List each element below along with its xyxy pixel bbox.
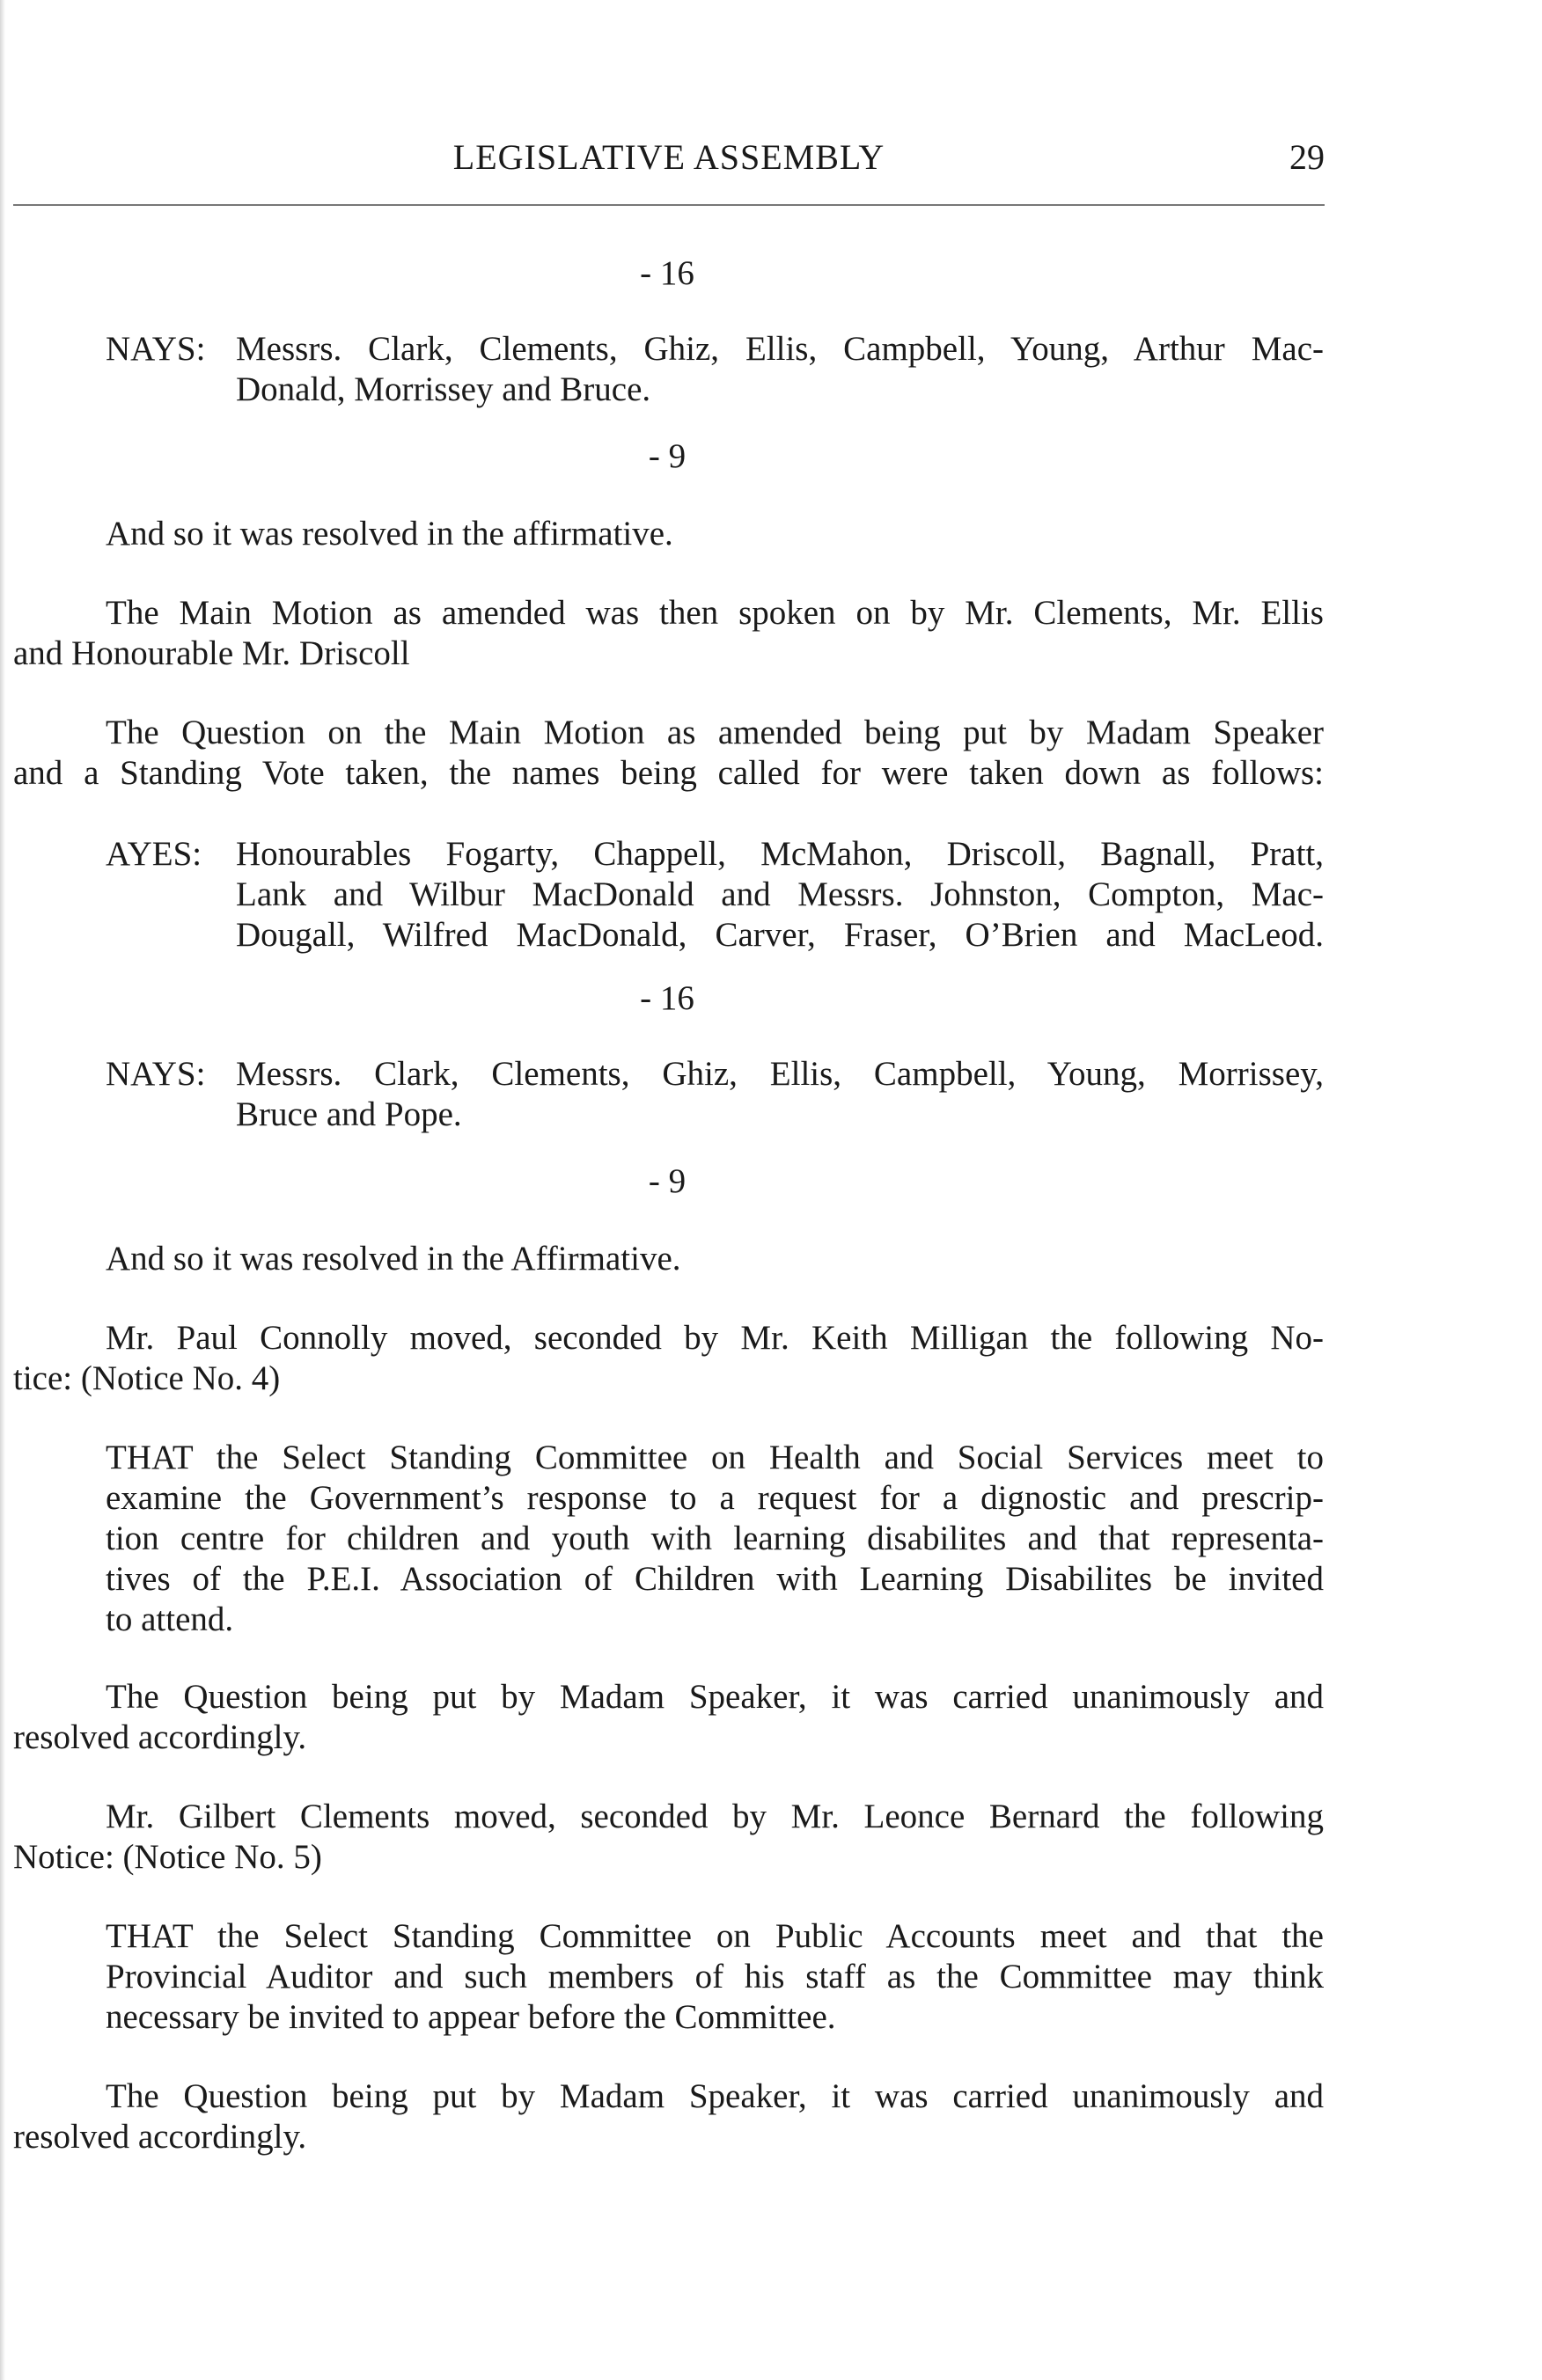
ayes-names-2-line-2: Lank and Wilbur MacDonald and Messrs. Johnston, Compton, Mac- [236, 875, 1324, 913]
notice-4-intro-line-1: Mr. Paul Connolly moved, seconded by Mr. Keith Milligan the following No- [106, 1319, 1324, 1357]
ayes-label-2: AYES: [106, 835, 202, 873]
notice-5-text-line-3: necessary be invited to appear before the Committee. [106, 1998, 836, 2036]
notice-5-text-line-2: Provincial Auditor and such members of his staff as the Committee may think [106, 1958, 1324, 1996]
page-number: 29 [1289, 137, 1325, 177]
notice-5-intro-line-2: Notice: (Notice No. 5) [13, 1838, 322, 1876]
notice-5-intro-paragraph [13, 1797, 1324, 1878]
question-main-line-2: and a Standing Vote taken, the names being called for were taken down as follows: [13, 754, 1324, 792]
nays-label-1: NAYS: [106, 330, 206, 368]
ayes-count-2: - 16 [640, 979, 694, 1017]
ayes-names-2-line-1: Honourables Fogarty, Chappell, McMahon, Driscoll, Bagnall, Pratt, [236, 835, 1324, 873]
question-main-line-1: The Question on the Main Motion as amended being put by Madam Speaker [106, 714, 1324, 751]
running-head: LEGISLATIVE ASSEMBLY [452, 137, 885, 177]
nays-names-1-line-2: Donald, Morrissey and Bruce. [236, 370, 651, 408]
question-main-motion-paragraph [13, 713, 1324, 794]
nays-count-2: - 9 [648, 1162, 687, 1200]
notice-4-text-line-2: examine the Government’s response to a request for a dignostic and prescrip- [106, 1479, 1324, 1517]
notice-4-intro-line-2: tice: (Notice No. 4) [13, 1359, 281, 1397]
question-4-paragraph [13, 1677, 1324, 1758]
notice-4-text-line-1: THAT the Select Standing Committee on Health and Social Services meet to [106, 1439, 1324, 1476]
notice-5-text-line-1: THAT the Select Standing Committee on Public Accounts meet and that the [106, 1917, 1324, 1955]
question-4-line-1: The Question being put by Madam Speaker, it was carried unanimously and [106, 1678, 1324, 1716]
question-4-line-2: resolved accordingly. [13, 1718, 307, 1756]
nays-names-2 [236, 1054, 1324, 1135]
notice-5-text-paragraph [106, 1916, 1324, 2038]
ayes-names-2-line-3: Dougall, Wilfred MacDonald, Carver, Fraser, O’Brien and MacLeod. [236, 916, 1324, 954]
header-rule [13, 204, 1325, 206]
notice-4-text-paragraph [106, 1438, 1324, 1640]
question-5-line-1: The Question being put by Madam Speaker, it was carried unanimously and [106, 2077, 1324, 2115]
ayes-count-1: - 16 [640, 254, 694, 292]
notice-4-text-line-4: tives of the P.E.I. Association of Children with Learning Disabilites be invited [106, 1560, 1324, 1598]
main-motion-line-1: The Main Motion as amended was then spoken on by Mr. Clements, Mr. Ellis [106, 594, 1324, 632]
nays-names-2-line-2: Bruce and Pope. [236, 1095, 462, 1133]
page-edge-shadow [0, 0, 5, 2380]
nays-label-2: NAYS: [106, 1055, 206, 1093]
nays-names-1-line-1: Messrs. Clark, Clements, Ghiz, Ellis, Campbell, Young, Arthur Mac- [236, 330, 1324, 368]
main-motion-paragraph [13, 593, 1324, 674]
page-header [13, 128, 1325, 198]
notice-4-intro-paragraph [13, 1318, 1324, 1399]
question-5-line-2: resolved accordingly. [13, 2118, 307, 2156]
question-5-paragraph [13, 2076, 1324, 2157]
main-motion-line-2: and Honourable Mr. Driscoll [13, 634, 410, 672]
notice-4-text-line-5: to attend. [106, 1600, 234, 1638]
resolved-affirmative-2: And so it was resolved in the Affirmative. [106, 1240, 681, 1278]
nays-names-2-line-1: Messrs. Clark, Clements, Ghiz, Ellis, Campbell, Young, Morrissey, [236, 1055, 1324, 1093]
nays-count-1: - 9 [648, 437, 687, 475]
resolved-affirmative-1: And so it was resolved in the affirmative. [106, 515, 673, 553]
notice-4-text-line-3: tion centre for children and youth with learning disabilites and that representa- [106, 1520, 1324, 1557]
ayes-names-2 [236, 834, 1324, 956]
nays-names-1 [236, 329, 1324, 410]
notice-5-intro-line-1: Mr. Gilbert Clements moved, seconded by Mr. Leonce Bernard the following [106, 1798, 1324, 1835]
